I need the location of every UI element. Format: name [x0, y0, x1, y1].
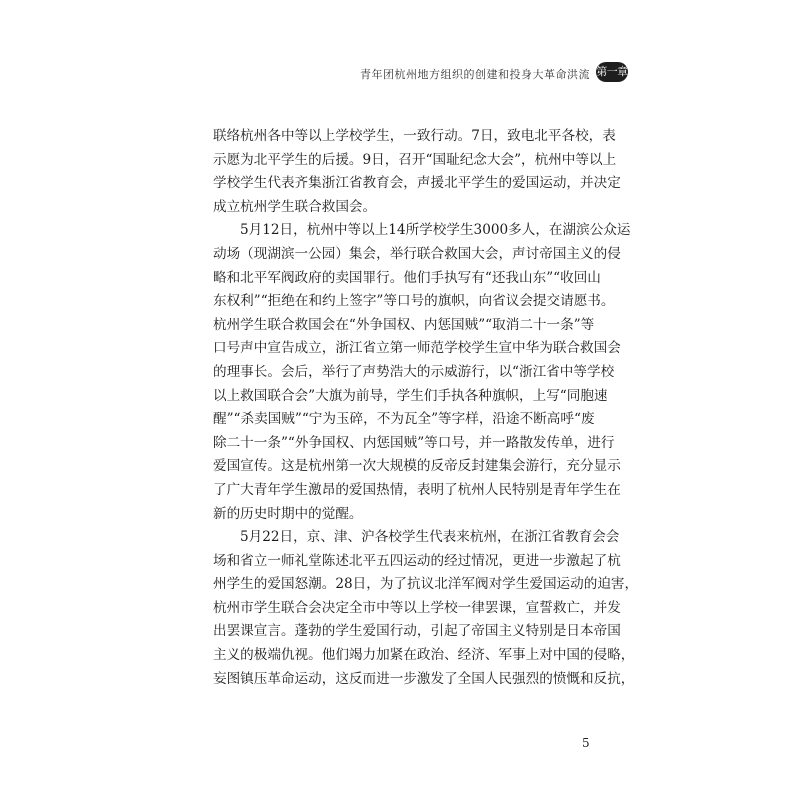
- text-line: 5月22日，京、津、沪各校学生代表来杭州，在浙江省教育会会: [240, 529, 620, 546]
- text-line: 出罢课宣言。蓬勃的学生爱国行动，引起了帝国主义特别是日本帝国: [213, 623, 621, 640]
- paragraph: [213, 125, 621, 219]
- text-line: 主义的极端仇视。他们竭力加紧在政治、经济、军事上对中国的侵略，: [213, 647, 635, 664]
- text-line: 醒”“杀卖国贼”“宁为玉碎，不为瓦全”等字样，沿途不断高呼“废: [213, 411, 595, 428]
- text-line: 爱国宣传。这是杭州第一次大规模的反帝反封建集会游行，充分显示: [213, 458, 621, 475]
- text-line: 杭州市学生联合会决定全市中等以上学校一律罢课，宣誓救亡，并发: [213, 599, 621, 616]
- page-number: 5: [582, 736, 590, 750]
- chapter-badge: 第一章: [596, 62, 628, 82]
- text-line: 新的历史时期中的觉醒。: [213, 505, 363, 522]
- text-line: 动场（现湖滨一公园）集会，举行联合救国大会，声讨帝国主义的侵: [213, 245, 621, 262]
- text-line: 妄图镇压革命运动，这反而进一步激发了全国人民强烈的愤慨和反抗，: [213, 670, 635, 687]
- text-line: 东权利”“拒绝在和约上签字”等口号的旗帜，向省议会提交请愿书。: [213, 293, 615, 310]
- text-line: 成立杭州学生联合救国会。: [213, 198, 377, 215]
- text-line: 场和省立一师礼堂陈述北平五四运动的经过情况，更进一步激起了杭: [213, 552, 621, 569]
- text-line: 略和北平军阀政府的卖国罪行。他们手执写有“还我山东”“收回山: [213, 269, 601, 286]
- text-line: 示愿为北平学生的后援。9日，召开“国耻纪念大会”，杭州中等以上: [213, 151, 617, 168]
- text-line: 口号声中宣告成立，浙江省立第一师范学校学生宣中华为联合救国会: [213, 340, 621, 357]
- text-line: 除二十一条”“外争国权、内惩国贼”等口号，并一路散发传单，进行: [213, 434, 615, 451]
- text-line: 学校学生代表齐集浙江省教育会，声援北平学生的爱国运动，并决定: [213, 175, 621, 192]
- text-line: 杭州学生联合救国会在“外争国权、内惩国贼”“取消二十一条”等: [213, 316, 595, 333]
- text-line: 5月12日，杭州中等以上14所学校学生3000多人，在湖滨公众运: [240, 222, 631, 239]
- body-text: [213, 125, 639, 691]
- paragraph: [213, 526, 639, 691]
- text-line: 州学生的爱国怒潮。28日，为了抗议北洋军阀对学生爱国运动的迫害，: [213, 576, 639, 593]
- text-line: 的理事长。会后，举行了声势浩大的示威游行，以“浙江省中等学校: [213, 363, 615, 380]
- paragraph: [213, 219, 631, 526]
- running-header: 青年团杭州地方组织的创建和投身大革命洪流: [360, 68, 590, 81]
- text-line: 联络杭州各中等以上学校学生，一致行动。7日，致电北平各校，表: [213, 128, 616, 144]
- text-line: 以上救国联合会”大旗为前导，学生们手执各种旗帜，上写“同胞速: [213, 387, 608, 404]
- text-line: 了广大青年学生激昂的爱国热情，表明了杭州人民特别是青年学生在: [213, 481, 621, 498]
